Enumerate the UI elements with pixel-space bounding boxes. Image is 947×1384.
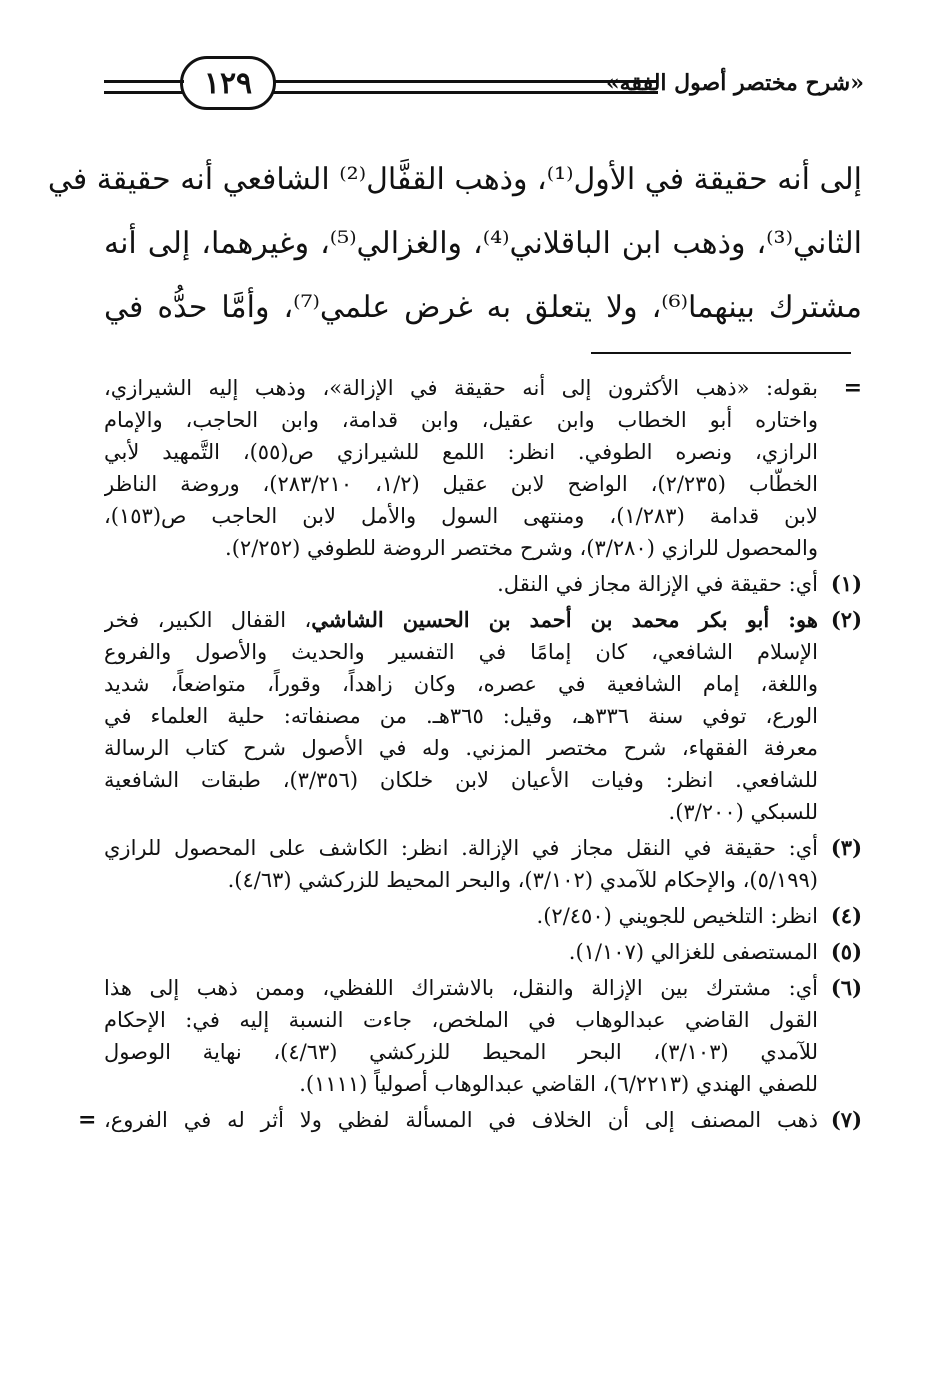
footnote-marker: (١)	[830, 571, 862, 596]
header-double-rule-right	[269, 80, 658, 94]
footnote-line: واللغة، إمام الشافعية في عصره، وكان زاهداً، وقوراً، متواضعاً، شديد	[104, 672, 818, 696]
footnote-1	[104, 568, 862, 600]
footnote-line: للآمدي (٣/١٠٣)، البحر المحيط للزركشي (٤/٦٣)، نهاية الوصول	[104, 1040, 818, 1064]
footnote-lead: هو:	[769, 607, 818, 632]
footnote-marker: (٥)	[830, 939, 862, 964]
page-number-badge	[180, 56, 276, 110]
footnote-line: أي: حقيقة في الإزالة مجاز في النقل.	[497, 572, 818, 596]
footnote-line: المستصفى للغزالي (١/١٠٧).	[568, 940, 818, 964]
footnote-line-first	[104, 604, 818, 636]
footnote-line: للصفي الهندي (٦/٢٢١٣)، القاضي عبدالوهاب أصولياً (١١١١).	[299, 1072, 818, 1096]
continuation-marker: =	[843, 375, 862, 401]
header-double-rule-left	[104, 80, 184, 94]
page-number: ١٢٩	[203, 65, 253, 101]
footnote-marker: (٤)	[830, 903, 862, 928]
footnote-line: انظر: التلخيص للجويني (٢/٤٥٠).	[536, 904, 818, 928]
footnote-line: معرفة الفقهاء، شرح مختصر المزني. وله في الأصول شرح كتاب الرسالة	[104, 736, 818, 760]
running-header	[104, 56, 864, 116]
footnote-marker: (٣)	[830, 835, 862, 860]
footnote-2	[104, 604, 862, 828]
footnote-marker: (٦)	[830, 975, 862, 1000]
footnote-line: ذهب المصنف إلى أن الخلاف في المسألة لفظي ولا أثر له في الفروع،	[104, 1108, 818, 1132]
footnote-7	[78, 1104, 862, 1136]
footnote-marker: (٢)	[830, 607, 862, 632]
footnote-line: الرازي، ونصره الطوفي. انظر: اللمع للشيرازي ص(٥٥)، التَّمهيد لأبي	[104, 440, 818, 464]
footnote-line: لابن قدامة (١/٢٨٣)، ومنتهى السول والأمل لابن الحاجب ص(١٥٣)،	[104, 504, 818, 528]
footnote-5	[104, 936, 862, 968]
footnote-line: القول القاضي عبدالوهاب في الملخص، جاءت النسبة إليه في: الإحكام	[104, 1008, 818, 1032]
footnote-3	[104, 832, 862, 896]
footnotes	[78, 372, 862, 1140]
footnote-6	[104, 972, 862, 1100]
main-line-2: الثاني⁽³⁾، وذهب ابن الباقلاني⁽⁴⁾، والغزالي⁽⁵⁾، وغيرهما، إلى أنه	[104, 226, 862, 261]
footnote-separator	[591, 352, 851, 354]
main-line-3: مشترك بينهما⁽⁶⁾، ولا يتعلق به غرض علمي⁽⁷⁾، وأمَّا حدُّه في	[104, 290, 862, 325]
footnote-line: للشافعي. انظر: وفيات الأعيان لابن خلكان (٣/٣٥٦)، طبقات الشافعية	[104, 768, 818, 792]
footnote-line: الخطَّاب (٢/٢٣٥)، الواضح لابن عقيل (١/٢، ٢٨٣/٢١٠)، وروضة الناظر	[104, 472, 818, 496]
footnote-first-rest: ، القفال الكبير، فخر	[104, 608, 312, 632]
main-text	[47, 148, 862, 340]
continues-next-page-marker: =	[78, 1107, 97, 1133]
footnote-line: أي: مشترك بين الإزالة والنقل، بالاشتراك اللفظي، وممن ذهب إلى هذا	[104, 976, 818, 1000]
main-line-1: إلى أنه حقيقة في الأول⁽¹⁾، وذهب القفَّال⁽²⁾ الشافعي أنه حقيقة في	[47, 162, 862, 197]
footnote-continuation	[104, 372, 862, 564]
footnote-4	[104, 900, 862, 932]
footnote-line: أي: حقيقة في النقل مجاز في الإزالة. انظر: الكاشف على المحصول للرازي	[104, 836, 818, 860]
footnote-line: والمحصول للرازي (٣/٢٨٠)، وشرح مختصر الروضة للطوفي (٢/٢٥٢).	[225, 536, 818, 560]
footnote-marker: (٧)	[830, 1107, 862, 1132]
footnote-line: الإسلام الشافعي، كان إمامًا في التفسير والحديث والأصول والفروع	[104, 640, 818, 664]
footnote-line: بقوله: «ذهب الأكثرون إلى أنه حقيقة في الإزالة»، وذهب إليه الشيرازي،	[104, 376, 818, 400]
footnote-line: واختاره أبو الخطاب وابن عقيل، وابن قدامة، وابن الحاجب، والإمام	[104, 408, 818, 432]
book-title: «شرح مختصر أصول الفقه»	[605, 70, 864, 96]
footnote-line: (٥/١٩٩)، والإحكام للآمدي (٣/١٠٢)، والبحر المحيط للزركشي (٤/٦٣).	[227, 868, 818, 892]
footnote-line: للسبكي (٣/٢٠٠).	[668, 800, 818, 824]
footnote-line: الورع، توفي سنة ٣٣٦هـ، وقيل: ٣٦٥هـ. من مصنفاته: حلية العلماء في	[104, 704, 818, 728]
person-name: أبو بكر محمد بن أحمد بن الحسين الشاشي	[311, 607, 770, 632]
